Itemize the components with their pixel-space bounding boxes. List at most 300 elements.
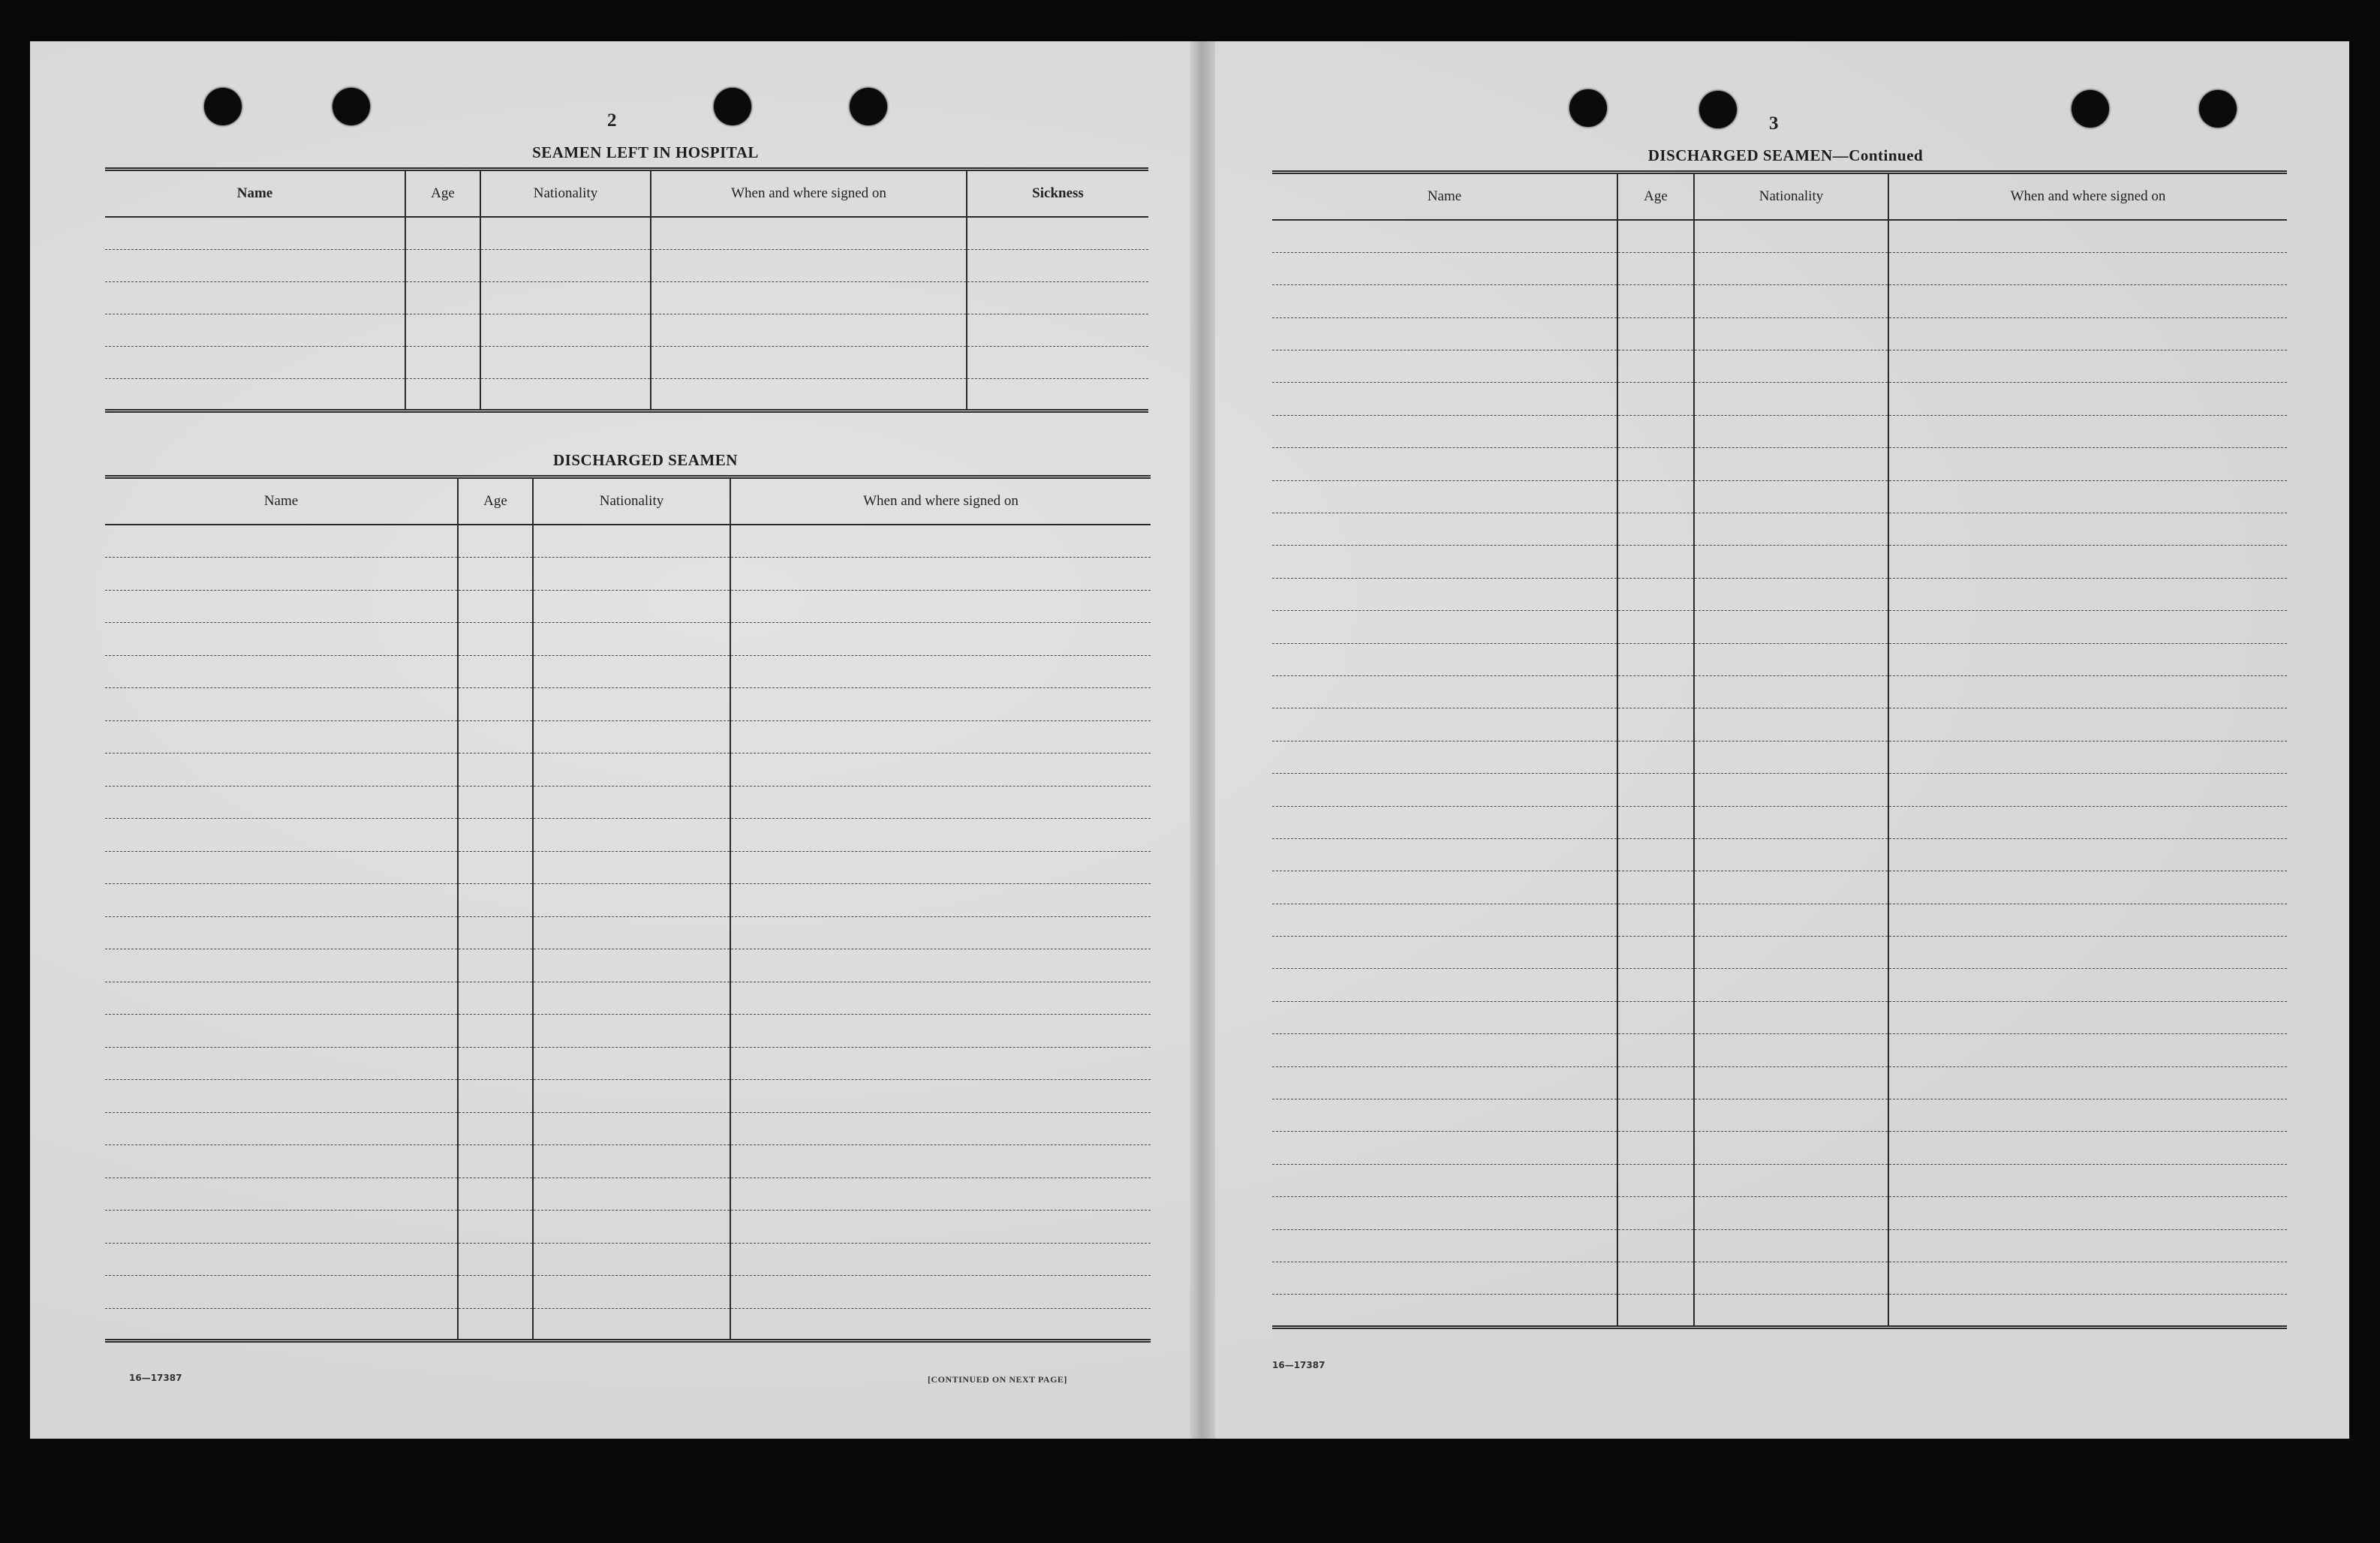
blank-cell [1888,1164,2287,1196]
table-row [105,1243,1151,1276]
table-row [105,720,1151,753]
blank-cell [1888,969,2287,1001]
blank-cell [458,1243,533,1276]
blank-cell [1272,611,1617,643]
blank-cell [533,1211,730,1244]
blank-cell [105,314,405,346]
table-row [105,590,1151,623]
blank-cell [405,314,480,346]
blank-cell [1888,774,2287,806]
blank-cell [1272,806,1617,838]
table-row [1272,480,2287,513]
blank-cell [1888,350,2287,383]
blank-cell [1888,1229,2287,1262]
blank-cell [1272,415,1617,447]
blank-cell [730,916,1151,949]
blank-cell [105,851,458,884]
blank-cell [533,1243,730,1276]
blank-cell [105,720,458,753]
blank-cell [651,314,967,346]
blank-cell [105,1015,458,1048]
blank-cell [967,314,1148,346]
blank-cell [1694,513,1888,546]
blank-cell [1272,252,1617,284]
blank-cell [533,623,730,656]
blank-cell [730,688,1151,721]
blank-cell [1694,1262,1888,1295]
blank-cell [1617,838,1694,871]
blank-cell [1694,546,1888,578]
blank-cell [730,1308,1151,1341]
table-header-row [105,477,1151,525]
blank-cell [1617,1034,1694,1066]
blank-cell [1694,1164,1888,1196]
blank-cell [967,249,1148,281]
blank-cell [730,525,1151,558]
blank-cell [533,851,730,884]
blank-cell [730,720,1151,753]
blank-cell [1888,1197,2287,1229]
blank-cell [458,819,533,852]
column-header-age: Age [405,170,480,218]
discharged-table [105,475,1151,1343]
blank-cell [1694,1099,1888,1132]
blank-cell [458,916,533,949]
blank-cell [1617,741,1694,773]
blank-cell [1694,252,1888,284]
blank-cell [105,1112,458,1145]
blank-cell [1617,546,1694,578]
blank-cell [1888,578,2287,610]
column-header-age: Age [458,477,533,525]
blank-cell [533,1047,730,1080]
blank-cell [1888,1034,2287,1066]
blank-cell [1617,513,1694,546]
blank-cell [458,1276,533,1309]
blank-cell [1617,383,1694,415]
blank-cell [533,688,730,721]
blank-cell [1272,708,1617,741]
table-row [1272,383,2287,415]
blank-cell [1272,937,1617,969]
table-row [1272,708,2287,741]
blank-cell [533,819,730,852]
table-header-row [1272,173,2287,221]
blank-cell [1694,1132,1888,1164]
blank-cell [405,346,480,378]
blank-cell [458,851,533,884]
blank-cell [730,1243,1151,1276]
blank-cell [1617,611,1694,643]
blank-cell [533,786,730,819]
blank-cell [1694,317,1888,350]
blank-cell [458,1015,533,1048]
table-row [105,281,1148,314]
blank-cell [1272,774,1617,806]
blank-cell [480,346,651,378]
blank-cell [1888,252,2287,284]
blank-cell [533,1015,730,1048]
blank-cell [105,786,458,819]
blank-cell [1888,838,2287,871]
blank-cell [458,1178,533,1211]
blank-cell [105,1047,458,1080]
blank-cell [1617,252,1694,284]
blank-cell [533,949,730,982]
table-row [1272,350,2287,383]
blank-cell [405,217,480,249]
blank-cell [1694,383,1888,415]
blank-cell [1888,415,2287,447]
blank-cell [730,1178,1151,1211]
table-row [1272,1001,2287,1033]
blank-cell [1888,317,2287,350]
blank-cell [1694,675,1888,708]
blank-cell [1694,578,1888,610]
blank-cell [651,217,967,249]
table-row [105,851,1151,884]
table-row [105,623,1151,656]
table-row [105,786,1151,819]
blank-cell [1694,1295,1888,1327]
blank-cell [1888,285,2287,317]
blank-cell [480,249,651,281]
blank-cell [1888,675,2287,708]
blank-cell [1694,415,1888,447]
blank-cell [533,1308,730,1341]
blank-cell [533,558,730,591]
column-header-nationality: Nationality [533,477,730,525]
blank-cell [1694,480,1888,513]
blank-cell [458,558,533,591]
scanned-sheet [30,41,2349,1439]
blank-cell [1272,1001,1617,1033]
blank-cell [1617,871,1694,904]
table-row [1272,1132,2287,1164]
blank-cell [1272,904,1617,936]
blank-cell [458,753,533,787]
blank-cell [533,1145,730,1178]
blank-cell [1617,317,1694,350]
blank-cell [1272,1229,1617,1262]
table-row [105,1015,1151,1048]
blank-cell [1694,643,1888,675]
blank-cell [105,1308,458,1341]
blank-cell [1272,285,1617,317]
blank-cell [1888,904,2287,936]
blank-cell [1888,513,2287,546]
left-page [30,41,1190,1439]
blank-cell [730,819,1151,852]
blank-cell [730,1112,1151,1145]
blank-cell [105,1145,458,1178]
blank-cell [1694,838,1888,871]
blank-cell [1617,774,1694,806]
table-row [1272,806,2287,838]
blank-cell [405,249,480,281]
blank-cell [730,851,1151,884]
blank-cell [105,1178,458,1211]
blank-cell [1888,220,2287,252]
table-row [105,1276,1151,1309]
blank-cell [1272,383,1617,415]
form-code: 16—17387 [129,1373,182,1383]
blank-cell [1694,1001,1888,1033]
blank-cell [1272,1262,1617,1295]
blank-cell [458,1112,533,1145]
blank-cell [1694,969,1888,1001]
discharged-section-title: DISCHARGED SEAMEN [553,451,738,469]
table-row [105,655,1151,688]
blank-cell [105,1080,458,1113]
blank-cell [1694,904,1888,936]
blank-cell [480,217,651,249]
blank-cell [1617,969,1694,1001]
table-row [105,753,1151,787]
blank-cell [105,623,458,656]
blank-cell [1888,1066,2287,1099]
blank-cell [1272,1034,1617,1066]
table-row [105,346,1148,378]
table-row [105,916,1151,949]
blank-cell [967,378,1148,411]
blank-cell [1272,220,1617,252]
column-header-age: Age [1617,173,1694,221]
blank-cell [1888,1132,2287,1164]
table-row [105,884,1151,917]
blank-cell [730,1047,1151,1080]
table-row [1272,741,2287,773]
blank-cell [1694,806,1888,838]
blank-cell [1617,480,1694,513]
blank-cell [1617,415,1694,447]
blank-cell [730,949,1151,982]
blank-cell [1694,708,1888,741]
blank-cell [533,525,730,558]
table-row [105,1308,1151,1341]
blank-cell [1694,448,1888,480]
table-row [1272,513,2287,546]
column-header-name: Name [105,477,458,525]
table-row [105,1145,1151,1178]
table-row [1272,774,2287,806]
blank-cell [967,346,1148,378]
blank-cell [1617,448,1694,480]
blank-cell [1272,448,1617,480]
blank-cell [730,786,1151,819]
blank-cell [730,982,1151,1015]
table-row [105,1080,1151,1113]
blank-cell [458,655,533,688]
blank-cell [533,884,730,917]
table-row [1272,1229,2287,1262]
blank-cell [458,720,533,753]
right-page [1215,41,2349,1439]
column-header-signed-on: When and where signed on [730,477,1151,525]
blank-cell [1617,937,1694,969]
column-header-signed-on: When and where signed on [1888,173,2287,221]
blank-cell [1272,741,1617,773]
blank-cell [1272,643,1617,675]
blank-cell [1272,350,1617,383]
blank-cell [458,525,533,558]
table-row [105,1047,1151,1080]
blank-cell [1617,1001,1694,1033]
blank-cell [730,655,1151,688]
blank-cell [105,217,405,249]
column-header-nationality: Nationality [1694,173,1888,221]
blank-cell [1272,546,1617,578]
table-row [1272,643,2287,675]
blank-cell [1888,937,2287,969]
blank-cell [651,346,967,378]
blank-cell [458,590,533,623]
table-row [105,249,1148,281]
blank-cell [405,378,480,411]
blank-cell [1694,1229,1888,1262]
blank-cell [1888,1099,2287,1132]
blank-cell [1694,1197,1888,1229]
blank-cell [105,982,458,1015]
table-row [1272,546,2287,578]
blank-cell [1617,643,1694,675]
blank-cell [105,688,458,721]
blank-cell [651,249,967,281]
table-row [1272,1262,2287,1295]
blank-cell [1694,1066,1888,1099]
table-row [105,982,1151,1015]
blank-cell [1694,611,1888,643]
blank-cell [1888,480,2287,513]
hospital-section-title: SEAMEN LEFT IN HOSPITAL [532,143,759,161]
page-number: 2 [607,110,617,131]
blank-cell [967,217,1148,249]
table-row [1272,220,2287,252]
blank-cell [730,884,1151,917]
blank-cell [458,1145,533,1178]
blank-cell [1617,675,1694,708]
blank-cell [458,688,533,721]
blank-cell [105,1243,458,1276]
table-row [1272,578,2287,610]
blank-cell [1694,937,1888,969]
blank-cell [105,558,458,591]
blank-cell [1617,1164,1694,1196]
table-row [1272,611,2287,643]
table-row [105,378,1148,411]
blank-cell [1272,1099,1617,1132]
blank-cell [458,1308,533,1341]
column-header-sickness: Sickness [967,170,1148,218]
table-row [105,819,1151,852]
blank-cell [730,753,1151,787]
table-row [1272,969,2287,1001]
hospital-table [105,167,1148,413]
table-row [1272,1164,2287,1196]
blank-cell [105,884,458,917]
table-row [1272,904,2287,936]
blank-cell [1272,838,1617,871]
blank-cell [1272,1295,1617,1327]
blank-cell [1617,220,1694,252]
blank-cell [1617,1262,1694,1295]
blank-cell [533,916,730,949]
blank-cell [730,1276,1151,1309]
blank-cell [458,623,533,656]
blank-cell [1888,611,2287,643]
blank-cell [105,819,458,852]
blank-cell [1617,285,1694,317]
blank-cell [533,982,730,1015]
discharged-table [1272,170,2287,1329]
blank-cell [458,1211,533,1244]
blank-cell [651,378,967,411]
blank-cell [105,249,405,281]
table-row [105,1211,1151,1244]
blank-cell [1272,1132,1617,1164]
blank-cell [533,1080,730,1113]
blank-cell [105,916,458,949]
continued-note: [CONTINUED ON NEXT PAGE] [928,1374,1067,1385]
blank-cell [533,1276,730,1309]
blank-cell [1272,1066,1617,1099]
blank-cell [1617,806,1694,838]
blank-cell [1617,1099,1694,1132]
blank-cell [458,884,533,917]
blank-cell [533,1112,730,1145]
blank-cell [105,1211,458,1244]
blank-cell [1617,1066,1694,1099]
blank-cell [730,558,1151,591]
blank-cell [405,281,480,314]
table-row [1272,415,2287,447]
blank-cell [1888,546,2287,578]
blank-cell [1888,383,2287,415]
table-header-row [105,170,1148,218]
page-number: 3 [1769,113,1779,134]
blank-cell [1617,1132,1694,1164]
blank-cell [730,1015,1151,1048]
table-row [1272,1066,2287,1099]
blank-cell [1888,1295,2287,1327]
table-row [105,688,1151,721]
blank-cell [1694,350,1888,383]
blank-cell [1888,741,2287,773]
blank-cell [1272,1164,1617,1196]
blank-cell [730,1145,1151,1178]
blank-cell [1272,675,1617,708]
blank-cell [105,590,458,623]
page-fold [1190,41,1215,1439]
blank-cell [458,982,533,1015]
table-row [1272,448,2287,480]
blank-cell [1617,350,1694,383]
blank-cell [1888,708,2287,741]
table-row [105,217,1148,249]
blank-cell [533,720,730,753]
blank-cell [1617,1229,1694,1262]
table-row [105,525,1151,558]
table-row [1272,1099,2287,1132]
discharged-continued-title [1530,146,2041,165]
blank-cell [1694,220,1888,252]
table-row [1272,1034,2287,1066]
table-row [1272,675,2287,708]
blank-cell [105,346,405,378]
blank-cell [1694,1034,1888,1066]
blank-cell [1617,1295,1694,1327]
blank-cell [105,753,458,787]
